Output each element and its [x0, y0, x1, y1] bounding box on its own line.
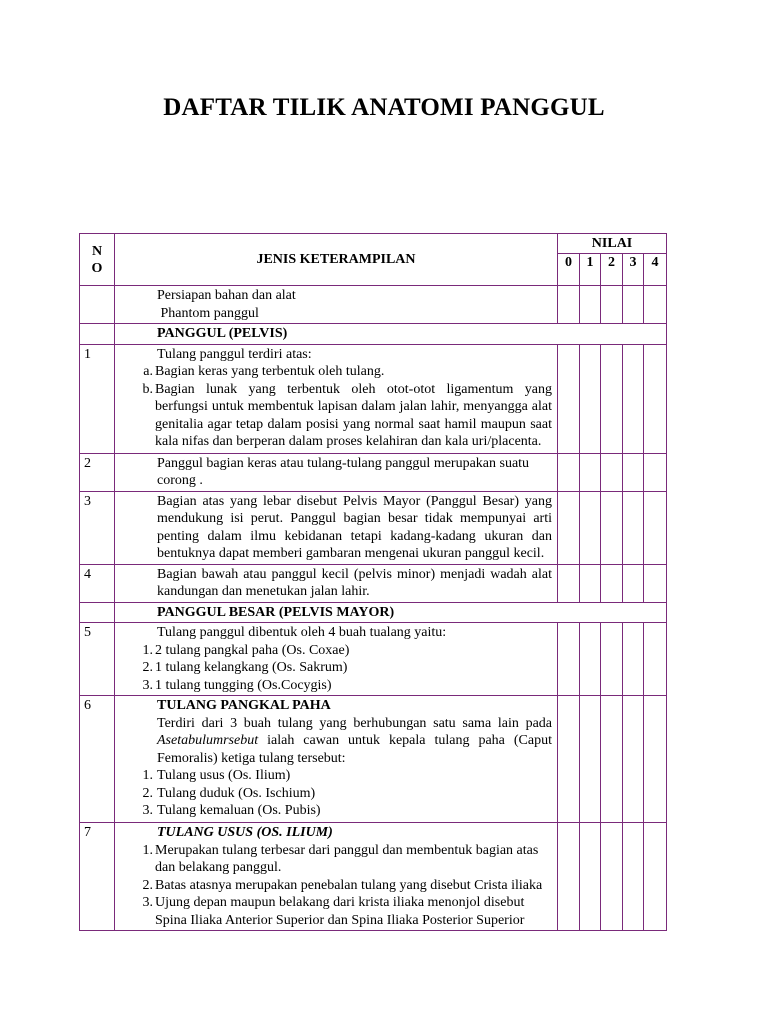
- skill-text: Bagian bawah atau panggul kecil (pelvis minor) menjadi wadah alat kandungan dan menetukan jalan lahir.: [115, 564, 558, 602]
- item-label: 2.: [142, 785, 153, 801]
- score-cell[interactable]: [623, 286, 644, 324]
- row-no: 1: [80, 344, 115, 453]
- score-cell[interactable]: [601, 696, 623, 823]
- score-cell[interactable]: [580, 453, 601, 491]
- item-label: 2.: [142, 877, 153, 893]
- score-cell[interactable]: [558, 453, 580, 491]
- header-skill: JENIS KETERAMPILAN: [115, 234, 558, 286]
- paragraph-italic: Asetabulumrsebut: [157, 733, 259, 748]
- score-cell[interactable]: [644, 344, 667, 453]
- score-cell[interactable]: [558, 564, 580, 602]
- list-item: [115, 381, 552, 451]
- skill-intro: Tulang panggul dibentuk oleh 4 buah tualang yaitu:: [157, 625, 447, 640]
- header-no-line2: O: [91, 260, 103, 276]
- item-label: 3.: [142, 677, 153, 693]
- section-heading: PANGGUL (PELVIS): [115, 324, 667, 345]
- score-cell[interactable]: [580, 623, 601, 696]
- header-nilai: NILAI: [558, 234, 667, 254]
- table-row: [80, 344, 667, 453]
- page-title: DAFTAR TILIK ANATOMI PANGGUL: [163, 94, 605, 121]
- skill-text: Bagian atas yang lebar disebut Pelvis Mayor (Panggul Besar) yang mendukung isi perut. Panggul bagian besar tidak mempunyai arti penting dalam ilmu kebidanan tetapi kadang-kadang ukuran dan bentuknya dapat memberi gambaran mengenai ukuran panggul kecil.: [115, 491, 558, 564]
- table-row: [80, 696, 667, 823]
- row-no: [80, 602, 115, 623]
- item-text: Bagian lunak yang terbentuk oleh otot-otot ligamentum yang berfungsi untuk membentuk lapisan dalam jalan lahir, menyangga alat genitalia agar tetap dalam posisi yang normal saat hamil maupun saat kala nifas dan berperan dalam proses kelahiran dan kala uri/placenta.: [155, 381, 552, 449]
- paragraph-part: Terdiri dari 3 buah tulang yang berhubungan satu sama lain pada: [157, 715, 552, 731]
- score-cell[interactable]: [644, 823, 667, 931]
- score-cell[interactable]: [601, 823, 623, 931]
- item-text: 1 tulang kelangkang (Os. Sakrum): [155, 660, 348, 675]
- row-no: [80, 286, 115, 324]
- score-cell[interactable]: [623, 564, 644, 602]
- table-row: [80, 453, 667, 491]
- checklist-table: [79, 233, 667, 931]
- table-row: [80, 623, 667, 696]
- score-cell[interactable]: [623, 823, 644, 931]
- score-cell[interactable]: [623, 453, 644, 491]
- item-label: 3.: [142, 803, 153, 818]
- list-item: [115, 642, 552, 660]
- row-no: 4: [80, 564, 115, 602]
- table-row: [80, 491, 667, 564]
- score-cell[interactable]: [558, 491, 580, 564]
- list-item: [115, 767, 552, 785]
- score-cell[interactable]: [558, 696, 580, 823]
- header-row: [80, 234, 667, 254]
- score-cell[interactable]: [644, 623, 667, 696]
- skill-cell: [115, 344, 558, 453]
- list-item: [115, 785, 552, 803]
- item-text: 1 tulang tungging (Os.Cocygis): [155, 677, 332, 693]
- score-cell[interactable]: [623, 344, 644, 453]
- item-label: 1.: [142, 768, 153, 783]
- skill-heading: TULANG USUS (OS. ILIUM): [157, 825, 333, 840]
- list-item: [115, 877, 552, 895]
- score-cell[interactable]: [558, 344, 580, 453]
- score-cell[interactable]: [580, 564, 601, 602]
- header-no-line1: N: [91, 243, 103, 259]
- skill-heading: TULANG PANGKAL PAHA: [157, 698, 331, 713]
- score-cell[interactable]: [558, 623, 580, 696]
- score-header-2: 2: [601, 254, 623, 286]
- score-cell[interactable]: [601, 564, 623, 602]
- score-cell[interactable]: [558, 286, 580, 324]
- row-no: [80, 324, 115, 345]
- skill-cell: [115, 696, 558, 823]
- score-header-1: 1: [580, 254, 601, 286]
- paragraph-part: ialah cawan untuk kepala tulang paha (Caput Femoralis) ketiga tulang tersebut:: [157, 733, 552, 766]
- item-text: Tulang kemaluan (Os. Pubis): [157, 803, 321, 818]
- item-text: Batas atasnya merupakan penebalan tulang yang disebut Crista iliaka: [155, 877, 543, 893]
- score-cell[interactable]: [601, 344, 623, 453]
- score-cell[interactable]: [644, 564, 667, 602]
- score-cell[interactable]: [623, 491, 644, 564]
- score-cell[interactable]: [601, 286, 623, 324]
- score-cell[interactable]: [601, 491, 623, 564]
- prep-line: Phantom panggul: [157, 305, 259, 321]
- skill-cell: [115, 823, 558, 931]
- row-no: 2: [80, 453, 115, 491]
- item-text: Tulang duduk (Os. Ischium): [157, 785, 316, 801]
- score-cell[interactable]: [644, 696, 667, 823]
- item-label: a.: [143, 364, 153, 379]
- section-row: [80, 324, 667, 345]
- score-cell[interactable]: [580, 823, 601, 931]
- list-item: [115, 802, 552, 820]
- item-label: 2.: [142, 660, 153, 675]
- score-cell[interactable]: [644, 453, 667, 491]
- section-row: [80, 602, 667, 623]
- skill-intro: Tulang panggul terdiri atas:: [157, 346, 312, 362]
- item-text: 2 tulang pangkal paha (Os. Coxae): [155, 642, 350, 658]
- item-label: 1.: [142, 642, 153, 658]
- score-cell[interactable]: [601, 623, 623, 696]
- list-item: [115, 894, 552, 929]
- skill-text: Panggul bagian keras atau tulang-tulang panggul merupakan suatu corong .: [115, 453, 558, 491]
- score-cell[interactable]: [580, 696, 601, 823]
- list-item: [115, 842, 552, 877]
- score-cell[interactable]: [644, 491, 667, 564]
- score-cell[interactable]: [580, 491, 601, 564]
- list-item: [115, 363, 552, 381]
- table-row: [80, 286, 667, 324]
- section-heading: PANGGUL BESAR (PELVIS MAYOR): [115, 602, 667, 623]
- table-row: [80, 564, 667, 602]
- table-row: [80, 823, 667, 931]
- prep-cell: [115, 286, 558, 324]
- item-label: 1.: [142, 842, 153, 858]
- score-cell[interactable]: [558, 823, 580, 931]
- score-cell[interactable]: [601, 453, 623, 491]
- score-cell[interactable]: [580, 286, 601, 324]
- score-cell[interactable]: [623, 623, 644, 696]
- row-no: 6: [80, 696, 115, 823]
- row-no: 7: [80, 823, 115, 931]
- score-cell[interactable]: [644, 286, 667, 324]
- row-no: 5: [80, 623, 115, 696]
- list-item: [115, 659, 552, 677]
- item-text: Bagian keras yang terbentuk oleh tulang.: [155, 364, 385, 379]
- item-text: Merupakan tulang terbesar dari panggul dan membentuk bagian atas dan belakang panggul.: [155, 842, 539, 875]
- list-item: [115, 677, 552, 695]
- header-no: [80, 234, 115, 286]
- score-header-4: 4: [644, 254, 667, 286]
- skill-cell: [115, 623, 558, 696]
- skill-paragraph: [115, 715, 552, 768]
- row-no: 3: [80, 491, 115, 564]
- score-cell[interactable]: [623, 696, 644, 823]
- score-header-0: 0: [558, 254, 580, 286]
- item-label: b.: [142, 381, 153, 397]
- score-cell[interactable]: [580, 344, 601, 453]
- item-text: Ujung depan maupun belakang dari krista iliaka menonjol disebut Spina Iliaka Anterior Superior dan Spina Iliaka Posterior Superior: [155, 895, 525, 928]
- score-header-3: 3: [623, 254, 644, 286]
- item-text: Tulang usus (Os. Ilium): [157, 768, 291, 783]
- prep-line: Persiapan bahan dan alat: [157, 288, 296, 303]
- item-label: 3.: [142, 895, 153, 910]
